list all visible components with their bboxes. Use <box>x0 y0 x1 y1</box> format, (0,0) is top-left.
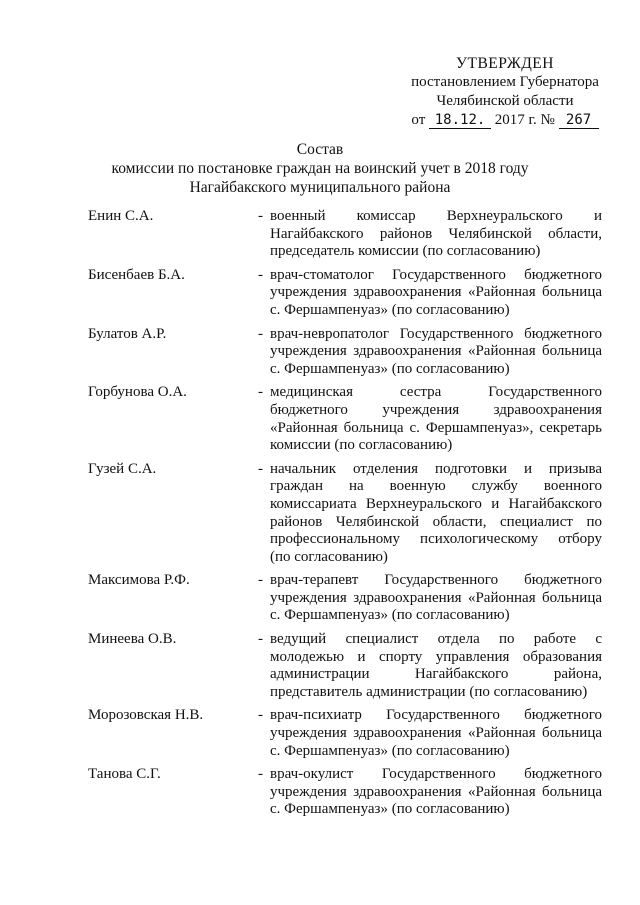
member-dash: - <box>258 384 263 401</box>
member-dash: - <box>258 266 263 283</box>
member-dash: - <box>258 631 263 648</box>
role-line: начальник отделения подготовки и призыва <box>270 460 602 477</box>
role-line: администрации Нагайбакского района, <box>270 666 602 683</box>
role-line: молодежью и спорту управления образования <box>270 648 602 665</box>
title-line-2: комиссии по постановке граждан на воинский учет в 2018 году <box>111 160 529 177</box>
role-line: комиссии (по согласованию) <box>270 437 453 454</box>
member-row <box>88 208 608 261</box>
role-line: комиссариата Верхнеуральского и Нагайбакского <box>270 495 602 512</box>
member-row <box>88 766 608 819</box>
member-role <box>270 267 602 320</box>
role-line: ведущий специалист отдела по работе с <box>270 631 602 648</box>
role-line: с. Фершампенуаз» (по согласованию) <box>270 607 510 624</box>
member-row <box>88 631 608 701</box>
role-line: (по согласованию) <box>270 548 388 565</box>
approval-heading: УТВЕРЖДЕН <box>456 55 554 72</box>
member-name: Бисенбаев Б.А. <box>88 266 185 283</box>
role-line: «Районная больница с. Фершампенуаз», секретарь <box>270 419 602 436</box>
role-line: районов Челябинской области, специалист по <box>270 513 602 530</box>
member-row <box>88 461 608 567</box>
member-dash: - <box>258 325 263 342</box>
year-text: 2017 г. <box>494 112 537 128</box>
role-line: бюджетного учреждения здравоохранения <box>270 401 602 418</box>
handwritten-date: 18.12. <box>429 112 491 129</box>
member-dash: - <box>258 707 263 724</box>
role-line: Нагайбакского районов Челябинской области, <box>270 225 602 242</box>
member-role <box>270 208 602 261</box>
approval-line-1: постановлением Губернатора <box>411 74 599 90</box>
role-line: врач-невропатолог Государственного бюджетного <box>270 325 602 342</box>
member-dash: - <box>258 572 263 589</box>
member-role <box>270 384 602 454</box>
role-line: врач-психиатр Государственного бюджетного <box>270 707 602 724</box>
role-line: военный комиссар Верхнеуральского и <box>270 208 602 224</box>
member-name: Гузей С.А. <box>88 460 157 477</box>
member-role <box>270 707 602 760</box>
role-line: учреждения здравоохранения «Районная больница <box>270 589 602 606</box>
member-dash: - <box>258 460 263 477</box>
role-line: учреждения здравоохранения «Районная больница <box>270 725 602 742</box>
member-name: Булатов А.Р. <box>88 325 167 342</box>
member-row <box>88 384 608 454</box>
member-role <box>270 461 602 567</box>
role-line: с. Фершампенуаз» (по согласованию) <box>270 301 510 318</box>
title-line-1: Состав <box>296 141 344 158</box>
member-role <box>270 326 602 379</box>
member-name: Танова С.Г. <box>88 766 161 783</box>
role-line: учреждения здравоохранения «Районная больница <box>270 284 602 301</box>
member-name: Максимова Р.Ф. <box>88 572 190 589</box>
member-name: Морозовская Н.В. <box>88 707 204 724</box>
role-line: с. Фершампенуаз» (по согласованию) <box>270 360 510 377</box>
role-line: врач-терапевт Государственного бюджетного <box>270 572 602 589</box>
role-line: представитель администрации (по согласованию) <box>270 683 588 700</box>
title-line-3: Нагайбакского муниципального района <box>189 179 451 196</box>
document-title <box>60 140 580 197</box>
approval-stamp <box>395 54 615 130</box>
member-role <box>270 631 602 701</box>
member-name: Горбунова О.А. <box>88 384 187 401</box>
member-dash: - <box>258 766 263 783</box>
number-sign: № <box>540 112 555 128</box>
role-line: с. Фершампенуаз» (по согласованию) <box>270 801 510 818</box>
handwritten-number: 267 <box>559 112 599 129</box>
member-row <box>88 707 608 760</box>
role-line: председатель комиссии (по согласованию) <box>270 243 541 260</box>
member-role <box>270 572 602 625</box>
role-line: учреждения здравоохранения «Районная больница <box>270 343 602 360</box>
role-line: граждан на военную службу военного <box>270 478 602 495</box>
date-prefix: от <box>411 112 426 128</box>
approval-date-line <box>395 111 615 130</box>
approval-line-2: Челябинской области <box>436 93 574 109</box>
member-name: Енин С.А. <box>88 208 154 224</box>
members-list <box>88 208 608 819</box>
role-line: профессиональному психологическому отбору <box>270 531 602 548</box>
role-line: с. Фершампенуаз» (по согласованию) <box>270 742 510 759</box>
member-name: Минеева О.В. <box>88 631 177 648</box>
member-role <box>270 766 602 819</box>
role-line: врач-окулист Государственного бюджетного <box>270 766 602 783</box>
role-line: врач-стоматолог Государственного бюджетного <box>270 266 602 283</box>
member-row <box>88 326 608 379</box>
role-line: учреждения здравоохранения «Районная больница <box>270 783 602 800</box>
member-row <box>88 267 608 320</box>
member-dash: - <box>258 208 263 224</box>
member-row <box>88 572 608 625</box>
role-line: медицинская сестра Государственного <box>270 384 602 401</box>
